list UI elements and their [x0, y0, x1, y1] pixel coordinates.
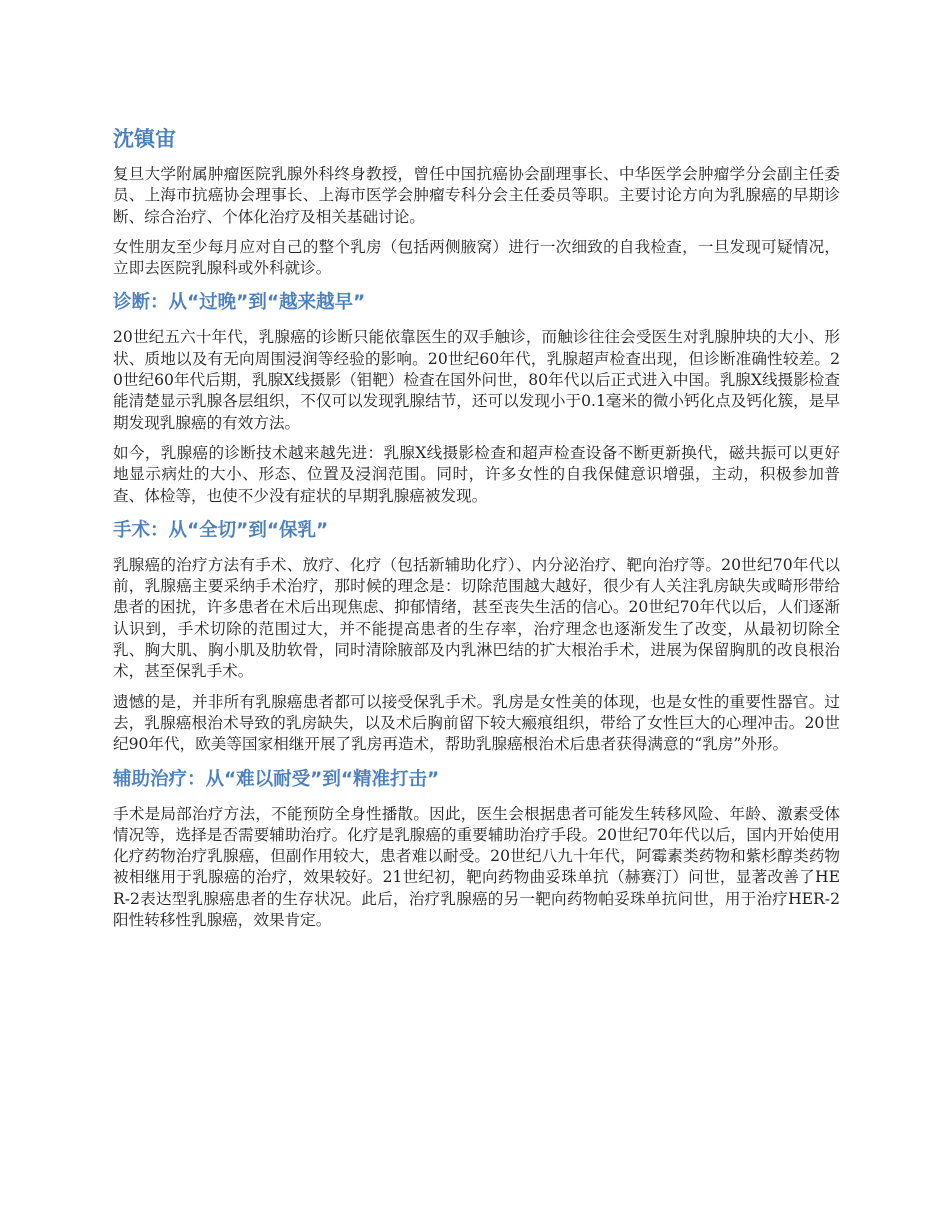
section-paragraph: 乳腺癌的治疗方法有手术、放疗、化疗（包括新辅助化疗）、内分泌治疗、靶向治疗等。20世纪70年代以前，乳腺癌主要采纳手术治疗，那时候的理念是：切除范围越大越好，很少有人关注乳房缺失或畸形带给患者的困扰，许多患者在术后出现焦虑、抑郁情绪，甚至丧失生活的信心。20世纪70年代以后，人们逐渐认识到，手术切除的范围过大，并不能提高患者的生存率，治疗理念也逐渐发生了改变，从最初切除全乳、胸大肌、胸小肌及肋软骨，同时清除腋部及内乳淋巴结的扩大根治手术，进展为保留胸肌的改良根治术，甚至保乳手术。: [113, 555, 840, 681]
section-paragraph: 手术是局部治疗方法，不能预防全身性播散。因此，医生会根据患者可能发生转移风险、年龄、激素受体情况等，选择是否需要辅助治疗。化疗是乳腺癌的重要辅助治疗手段。20世纪70年代以后，国内开始使用化疗药物治疗乳腺癌，但副作用较大，患者难以耐受。20世纪八九十年代，阿霉素类药物和紫杉醇类药物被相继用于乳腺癌的治疗，效果较好。21世纪初，靶向药物曲妥珠单抗（赫赛汀）问世，显著改善了HER-2表达型乳腺癌患者的生存状况。此后，治疗乳腺癌的另一靶向药物帕妥珠单抗问世，用于治疗HER-2阳性转移性乳腺癌，效果肯定。: [113, 804, 840, 930]
section-paragraph: 20世纪五六十年代，乳腺癌的诊断只能依靠医生的双手触诊，而触诊往往会受医生对乳腺肿块的大小、形状、质地以及有无向周围浸润等经验的影响。20世纪60年代，乳腺超声检查出现，但诊断准确性较差。20世纪60年代后期，乳腺X线摄影（钼靶）检查在国外问世，80年代以后正式进入中国。乳腺X线摄影检查能清楚显示乳腺各层组织，不仅可以发现乳腺结节，还可以发现小于0.1毫米的微小钙化点及钙化簇，是早期发现乳腺癌的有效方法。: [113, 328, 840, 432]
section-paragraph: 遗憾的是，并非所有乳腺癌患者都可以接受保乳手术。乳房是女性美的体现，也是女性的重要性器官。过去，乳腺癌根治术导致的乳房缺失，以及术后胸前留下较大瘢痕组织，带给了女性巨大的心理冲击。20世纪90年代，欧美等国家相继开展了乳房再造术，帮助乳腺癌根治术后患者获得满意的“乳房”外形。: [113, 692, 840, 754]
section-paragraph: 如今，乳腺癌的诊断技术越来越先进：乳腺X线摄影检查和超声检查设备不断更新换代，磁共振可以更好地显示病灶的大小、形态、位置及浸润范围。同时，许多女性的自我保健意识增强，主动，积极参加普查、体检等，也使不少没有症状的早期乳腺癌被发现。: [113, 443, 840, 505]
author-bio: 复旦大学附属肿瘤医院乳腺外科终身教授，曾任中国抗癌协会副理事长、中华医学会肿瘤学分会副主任委员、上海市抗癌协会理事长、上海市医学会肿瘤专科分会主任委员等职。主要讨论方向为乳腺癌的早期诊断、综合治疗、个体化治疗及相关基础讨论。: [113, 165, 840, 226]
self-exam-advice: 女性朋友至少每月应对自己的整个乳房（包括两侧腋窝）进行一次细致的自我检查，一旦发现可疑情况，立即去医院乳腺科或外科就诊。: [113, 237, 840, 278]
section-heading-adjuvant: 辅助治疗：从“难以耐受”到“精准打击”: [113, 768, 440, 790]
document-page: [113, 124, 840, 940]
author-name: 沈镇宙: [113, 127, 176, 151]
section-heading-surgery: 手术：从“全切”到“保乳”: [113, 519, 329, 541]
section-heading-diagnosis: 诊断：从“过晚”到“越来越早”: [113, 292, 366, 314]
